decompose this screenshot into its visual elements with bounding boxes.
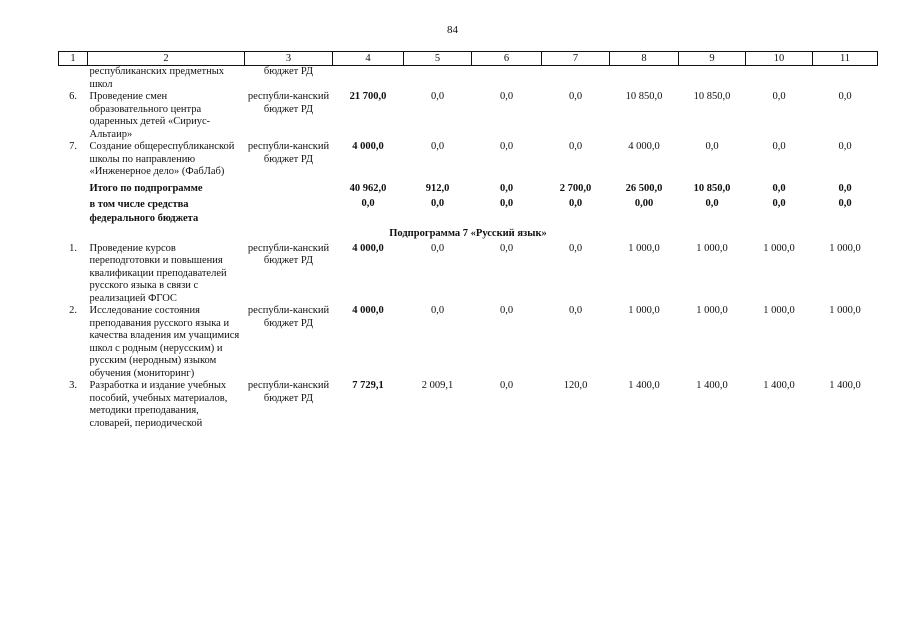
row-name: республиканских предметных школ [89,66,225,90]
row-value: 4 000,0 [352,141,384,152]
federal-value: 0,0 [499,198,514,209]
row-value: 1 000,0 [628,305,660,316]
row-value: 0,0 [772,91,786,102]
row-source: бюджет РД [263,66,314,77]
subprogram-row [59,226,878,243]
row-value: 0,0 [499,305,514,316]
column-header: 5 [404,52,472,66]
column-header: 1 [59,52,88,66]
column-header: 6 [472,52,542,66]
total-value: 2 700,0 [559,182,592,194]
column-header: 10 [746,52,813,66]
total-value: 912,0 [425,182,450,194]
row-value: 0,0 [430,91,445,102]
total-value: 10 850,0 [693,182,731,194]
row-value: 1 400,0 [763,380,795,391]
row-value: 0,0 [568,242,583,254]
budget-table [58,51,878,430]
row-number: 7. [69,141,77,152]
federal-value: 0,0 [772,198,786,209]
row-value: 0,0 [430,141,445,152]
row-name: Создание общереспубликанской школы по направлению «Инженерное дело» (ФабЛаб) [89,141,235,177]
row-number: 3. [69,380,77,391]
row-value: 1 000,0 [829,305,861,316]
row-value: 0,0 [838,91,852,102]
row-source: республи-канский бюджет РД [247,141,330,165]
row-value: 1 000,0 [763,242,795,254]
table-row [59,380,878,430]
federal-value: 0,0 [430,198,445,209]
table-row [59,141,878,179]
row-value: 0,0 [838,141,852,152]
row-number: 1. [69,242,77,254]
total-value: 0,0 [838,182,852,194]
row-value: 0,0 [499,91,514,102]
column-header: 2 [88,52,245,66]
row-value: 1 000,0 [628,242,660,254]
row-name: Проведение смен образовательного центра одаренных детей «Сириус-Альтаир» [89,91,211,140]
row-value: 0,0 [499,380,514,391]
table-row [59,91,878,141]
row-source: республи-канский бюджет РД [247,91,330,115]
row-value: 4 000,0 [628,141,660,152]
total-value: 40 962,0 [349,182,387,194]
federal-value: 0,0 [838,198,852,209]
row-value: 21 700,0 [349,91,387,102]
row-value: 0,0 [568,305,583,316]
row-value: 1 400,0 [829,380,861,391]
column-header: 8 [610,52,679,66]
row-value: 0,0 [430,305,445,316]
row-value: 0,0 [705,141,719,152]
row-number: 2. [69,305,77,316]
row-value: 0,0 [772,141,786,152]
row-value: 1 000,0 [829,242,861,254]
total-value: 26 500,0 [625,182,663,194]
row-value: 10 850,0 [693,91,731,102]
row-value: 10 850,0 [625,91,663,102]
column-header: 9 [679,52,746,66]
row-name: Разработка и издание учебных пособий, учебных материалов, методики преподавания, словарей, периодической [89,380,228,429]
row-name: Исследование состояния преподавания русского языка и качества владения им учащимися школ с родным (нерусским) и русским (неродным) языком обучения (мониторинг) [89,305,240,379]
row-value: 120,0 [563,380,588,391]
row-value: 4 000,0 [352,305,384,316]
federal-value: 0,00 [634,198,654,209]
row-value: 0,0 [430,242,445,254]
row-value: 7 729,1 [352,380,384,391]
column-header: 4 [333,52,404,66]
federal-value: 0,0 [361,198,375,209]
column-header: 11 [813,52,878,66]
row-value: 1 000,0 [763,305,795,316]
table-row [59,305,878,380]
row-value: 0,0 [568,141,583,152]
row-value: 1 000,0 [696,305,728,316]
table-row [59,243,878,306]
page-number: 84 [447,24,458,36]
row-value: 1 000,0 [696,242,728,254]
column-header: 3 [245,52,333,66]
row-value: 0,0 [499,242,514,254]
row-source: республи-канский бюджет РД [247,242,330,266]
row-value: 1 400,0 [628,380,660,391]
federal-value: 0,0 [568,198,583,209]
total-label: Итого по подпрограмме [89,182,203,194]
total-value: 0,0 [772,182,786,194]
subprogram-title: Подпрограмма 7 «Русский язык» [389,228,547,239]
row-value: 1 400,0 [696,380,728,391]
row-number: 6. [69,91,77,102]
column-header: 7 [542,52,610,66]
row-name: Проведение курсов переподготовки и повышения квалификации преподавателей русского языка в связи с реализацией ФГОС [89,242,227,304]
total-value: 0,0 [499,182,514,194]
header-row [59,52,878,66]
federal-label: в том числе средства федерального бюджета [89,199,199,224]
federal-value: 0,0 [705,198,719,209]
row-value: 4 000,0 [352,242,384,254]
federal-row [59,195,878,226]
row-value: 0,0 [568,91,583,102]
table-row [59,66,878,92]
row-value: 0,0 [499,141,514,152]
row-value: 2 009,1 [421,380,454,391]
row-source: республи-канский бюджет РД [247,380,330,404]
total-row [59,179,878,196]
row-source: республи-канский бюджет РД [247,305,330,329]
